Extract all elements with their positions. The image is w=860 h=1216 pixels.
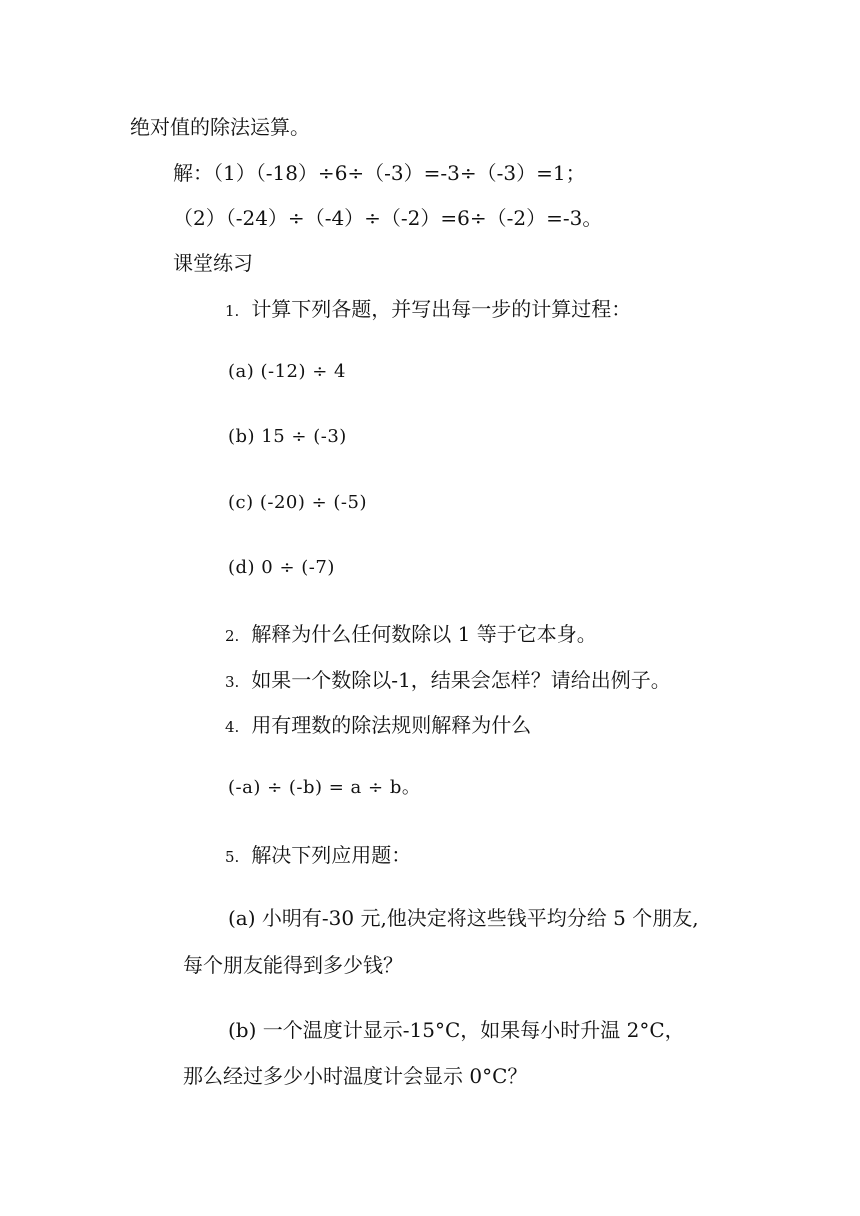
question-2-number: 2. — [225, 627, 240, 645]
question-4-text: 用有理数的除法规则解释为什么 — [251, 713, 532, 737]
question-5b-line-2: 那么经过多少小时温度计会显示 0°C？ — [183, 1064, 528, 1088]
solution-line-1: 解：（1）（-18）÷6÷（-3）=-3÷（-3）=1； — [173, 161, 586, 185]
question-5a-line-1: (a) 小明有-30 元,他决定将这些钱平均分给 5 个朋友, — [228, 906, 699, 930]
question-1-text: 计算下列各题，并写出每一步的计算过程： — [251, 297, 632, 321]
question-1 — [225, 295, 631, 325]
question-1b: (b) 15 ÷ (-3) — [228, 426, 347, 447]
question-1a: (a) (-12) ÷ 4 — [228, 361, 347, 382]
question-2 — [225, 620, 597, 650]
question-4-formula: (-a) ÷ (-b) = a ÷ b。 — [228, 777, 421, 798]
question-5 — [225, 841, 411, 871]
question-5a-line-2: 每个朋友能得到多少钱？ — [183, 953, 403, 977]
question-3-number: 3. — [225, 673, 240, 691]
question-5-text: 解决下列应用题： — [251, 843, 412, 867]
question-4 — [225, 711, 531, 741]
question-3-text: 如果一个数除以-1，结果会怎样？请给出例子。 — [251, 668, 671, 692]
question-4-number: 4. — [225, 718, 240, 736]
question-3 — [225, 666, 671, 696]
intro-line: 绝对值的除法运算。 — [130, 115, 310, 139]
solution-line-2: （2）（-24）÷（-4）÷（-2）=6÷（-2）=-3。 — [173, 206, 603, 230]
section-title: 课堂练习 — [173, 251, 253, 275]
question-5b-line-1: (b) 一个温度计显示-15°C，如果每小时升温 2°C， — [228, 1018, 685, 1042]
question-1c: (c) (-20) ÷ (-5) — [228, 492, 367, 513]
question-2-text: 解释为什么任何数除以 1 等于它本身。 — [251, 622, 597, 646]
question-1-number: 1. — [225, 302, 240, 320]
question-1d: (d) 0 ÷ (-7) — [228, 557, 335, 578]
question-5-number: 5. — [225, 848, 240, 866]
